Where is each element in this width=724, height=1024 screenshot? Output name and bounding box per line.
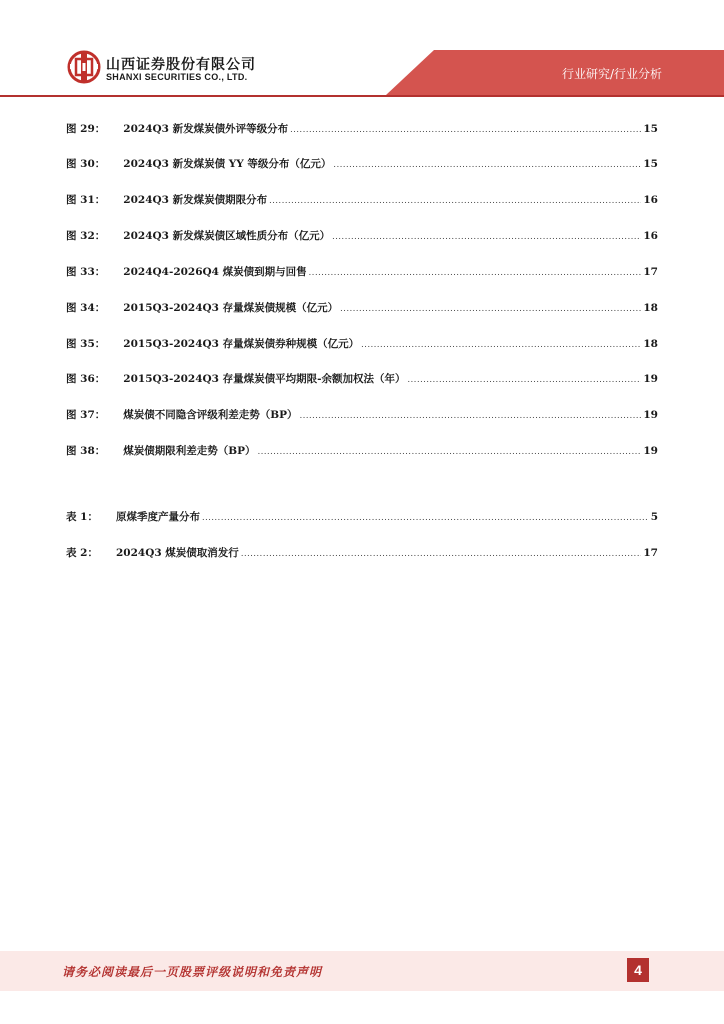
toc-page-number: 19: [643, 445, 658, 457]
toc-title: 2024Q3 新发煤炭债 YY 等级分布（亿元）: [123, 158, 332, 170]
toc-page-number: 19: [643, 409, 658, 421]
toc-label: 图 32：: [66, 230, 106, 242]
toc-page-number: 5: [650, 511, 658, 523]
toc-label: 图 34：: [66, 302, 106, 314]
toc-entry-figure-35[interactable]: [66, 336, 658, 352]
toc-label: 表 2：: [66, 547, 98, 559]
toc-title: 2015Q3-2024Q3 存量煤炭债券种规模（亿元）: [123, 338, 360, 350]
toc-entry-figure-37[interactable]: [66, 407, 658, 423]
dot-leader: [333, 160, 641, 169]
toc-title: 2024Q3 煤炭债取消发行: [115, 547, 239, 559]
toc-title: 2024Q3 新发煤炭债期限分布: [123, 194, 268, 206]
toc-title: 原煤季度产量分布: [115, 511, 200, 523]
dot-leader: [408, 375, 642, 384]
toc-title: 2015Q3-2024Q3 存量煤炭债平均期限-余额加权法（年）: [123, 373, 406, 385]
brand-name-en: SHANXI SECURITIES CO., LTD.: [106, 72, 248, 82]
toc-page-number: 19: [643, 373, 658, 385]
toc-page-number: 15: [643, 123, 658, 135]
dot-leader: [340, 304, 641, 313]
toc-title: 煤炭债期限利差走势（BP）: [123, 445, 256, 457]
header-rule: [0, 95, 724, 97]
dot-leader: [202, 513, 649, 522]
toc-label: 图 35：: [66, 338, 106, 350]
toc-entry-figure-33[interactable]: [66, 264, 658, 280]
page-number: 4: [627, 958, 649, 982]
toc-entry-figure-36[interactable]: [66, 371, 658, 387]
toc-entry-table-2[interactable]: [66, 545, 658, 561]
brand-name-cn: 山西证券股份有限公司: [106, 57, 256, 73]
toc-entry-figure-29[interactable]: [66, 121, 658, 137]
toc-label: 表 1：: [66, 511, 98, 523]
toc-entry-table-1[interactable]: [66, 509, 658, 525]
toc-entry-figure-38[interactable]: [66, 443, 658, 459]
dot-leader: [269, 196, 641, 205]
toc-title: 2024Q3 新发煤炭债外评等级分布: [123, 123, 289, 135]
toc-entry-figure-31[interactable]: [66, 192, 658, 208]
toc-page-number: 18: [643, 302, 658, 314]
toc-label: 图 36：: [66, 373, 106, 385]
toc-label: 图 38：: [66, 445, 106, 457]
dot-leader: [258, 447, 642, 456]
dot-leader: [309, 268, 642, 277]
toc-label: 图 31：: [66, 194, 106, 206]
toc-page-number: 17: [643, 547, 658, 559]
disclaimer-text: 请务必阅读最后一页股票评级说明和免责声明: [62, 965, 323, 979]
toc-page-number: 15: [643, 158, 658, 170]
dot-leader: [241, 549, 642, 558]
dot-leader: [332, 232, 641, 241]
dot-leader: [361, 340, 641, 349]
dot-leader: [300, 411, 642, 420]
toc-label: 图 30：: [66, 158, 106, 170]
toc-title: 2024Q4-2026Q4 煤炭债到期与回售: [123, 266, 307, 278]
toc-title: 煤炭债不同隐含评级利差走势（BP）: [123, 409, 298, 421]
report-category: 行业研究/行业分析: [561, 67, 662, 81]
toc-title: 2015Q3-2024Q3 存量煤炭债规模（亿元）: [123, 302, 339, 314]
toc-page-number: 16: [643, 230, 658, 242]
toc-label: 图 33：: [66, 266, 106, 278]
toc-label: 图 37：: [66, 409, 106, 421]
toc-page-number: 16: [643, 194, 658, 206]
toc-title: 2024Q3 新发煤炭债区域性质分布（亿元）: [123, 230, 331, 242]
toc-page-number: 17: [643, 266, 658, 278]
toc-page-number: 18: [643, 338, 658, 350]
toc-label: 图 29：: [66, 123, 106, 135]
toc-entry-figure-34[interactable]: [66, 300, 658, 316]
shanxi-securities-logo: [66, 49, 102, 85]
dot-leader: [290, 125, 641, 134]
toc-entry-figure-30[interactable]: [66, 156, 658, 172]
toc-entry-figure-32[interactable]: [66, 228, 658, 244]
